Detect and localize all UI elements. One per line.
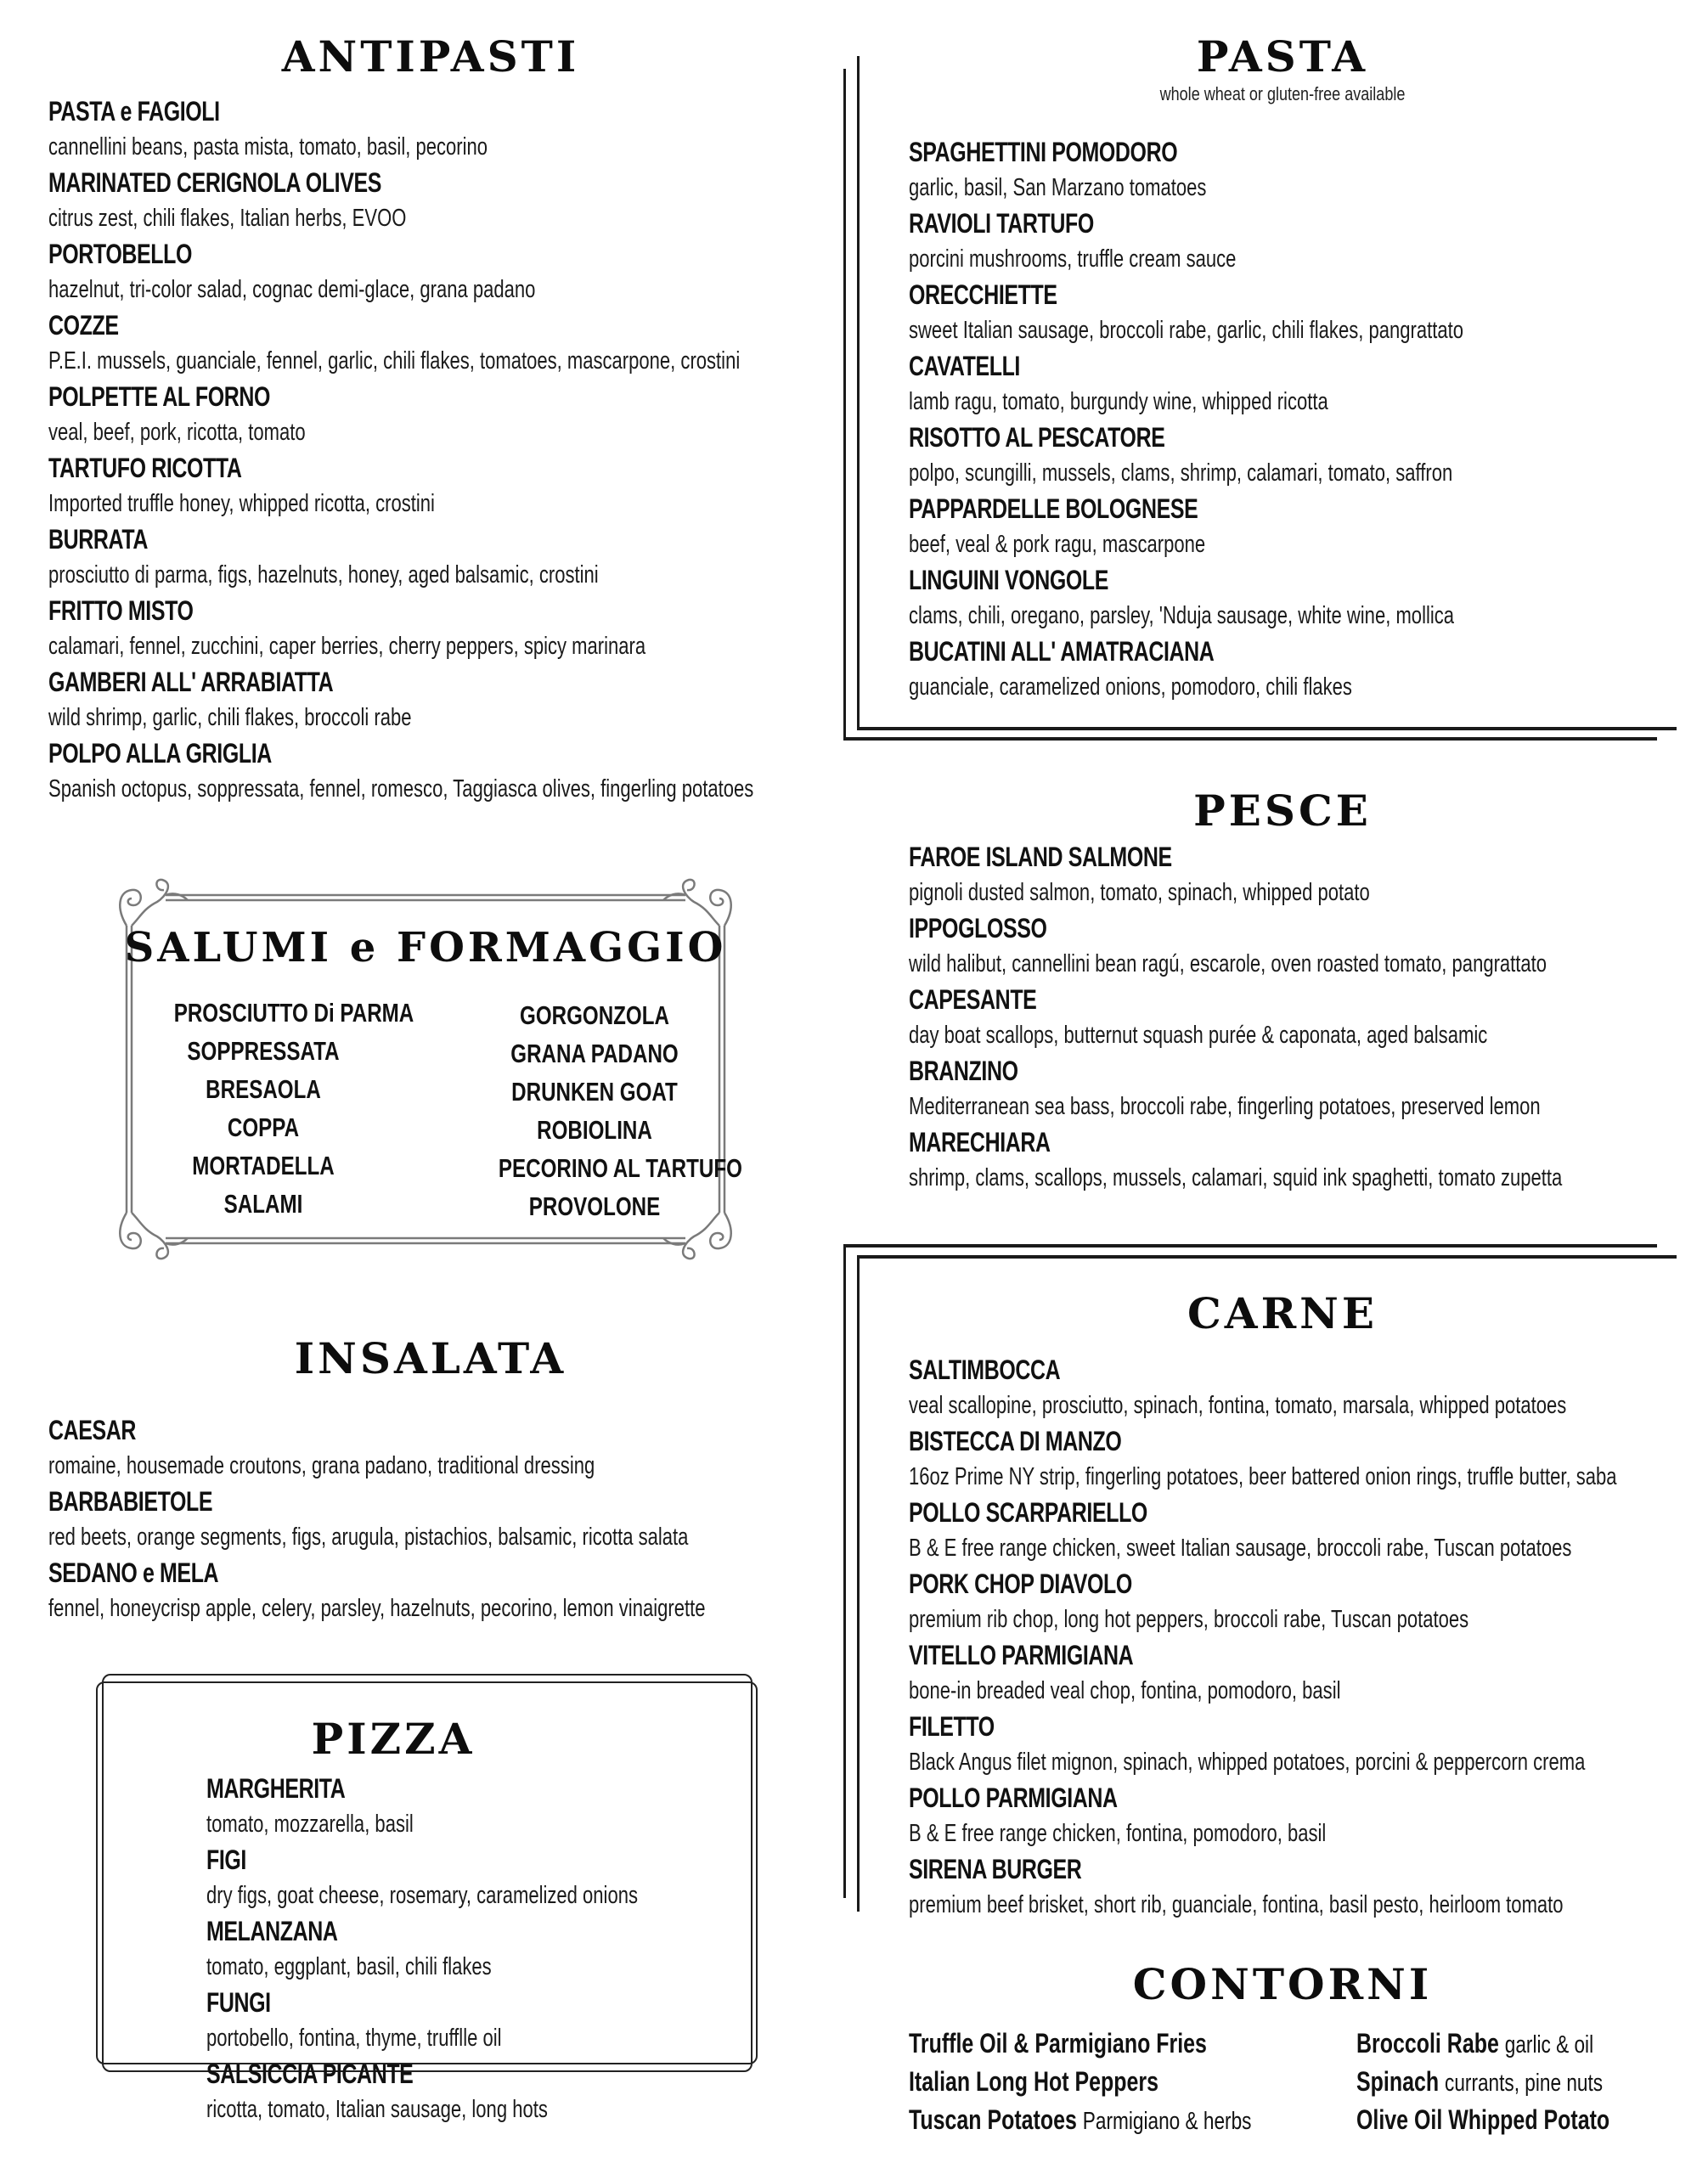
item-name: FIGI: [206, 1845, 246, 1875]
item-desc: P.E.I. mussels, guanciale, fennel, garlic, chili flakes, tomatoes, mascarpone, crostini: [48, 347, 741, 375]
salumi-formaggio-title: SALUMI e FORMAGGIO: [124, 924, 727, 972]
item-desc: premium beef brisket, short rib, guanciale, fontina, basil pesto, heirloom tomato: [909, 1891, 1564, 1918]
insalata-list: [48, 1412, 813, 1626]
item-name: BISTECCA DI MANZO: [909, 1426, 1122, 1456]
menu-item: [909, 348, 1673, 420]
pasta-frame-line: [843, 69, 846, 740]
item-name: FAROE ISLAND SALMONE: [909, 842, 1172, 872]
item-desc: guanciale, caramelized onions, pomodoro, chili flakes: [909, 673, 1352, 701]
item-name: IPPOGLOSSO: [909, 913, 1047, 943]
menu-item: [909, 206, 1673, 277]
formaggio-item: GORGONZOLA: [520, 1000, 669, 1030]
contorni-note: garlic & oil: [1504, 2031, 1594, 2059]
menu-item: [48, 1484, 813, 1555]
formaggio-item: DRUNKEN GOAT: [511, 1077, 678, 1107]
item-name: CAPESANTE: [909, 984, 1037, 1015]
insalata-title: INSALATA: [294, 1333, 567, 1383]
item-desc: portobello, fontina, thyme, trufflle oil: [206, 2025, 502, 2052]
menu-item: [909, 1709, 1673, 1780]
menu-item: [909, 277, 1673, 348]
menu-item: [48, 165, 813, 236]
item-name: FUNGI: [206, 1987, 271, 2018]
menu-item: [48, 593, 813, 664]
contorni-note: currants, pine nuts: [1445, 2070, 1604, 2097]
item-name: GAMBERI ALL' ARRABIATTA: [48, 667, 334, 697]
menu-item: [909, 1053, 1673, 1124]
menu-item: [909, 1495, 1673, 1566]
pasta-title: PASTA: [1196, 31, 1369, 82]
salumi-item: BRESAOLA: [206, 1074, 321, 1104]
contorni-name: Truffle Oil & Parmigiano Fries: [909, 2028, 1207, 2059]
item-desc: ricotta, tomato, Italian sausage, long hots: [206, 2096, 548, 2123]
item-desc: polpo, scungilli, mussels, clams, shrimp, calamari, tomato, saffron: [909, 459, 1453, 487]
item-name: BRANZINO: [909, 1056, 1018, 1086]
item-desc: Imported truffle honey, whipped ricotta, crostini: [48, 490, 435, 517]
item-name: SIRENA BURGER: [909, 1854, 1082, 1884]
salumi-list: [149, 994, 414, 1223]
item-desc: veal, beef, pork, ricotta, tomato: [48, 419, 306, 446]
item-desc: citrus zest, chili flakes, Italian herbs, EVOO: [48, 205, 407, 232]
pizza-list: [206, 1771, 750, 2127]
contorni-name: Tuscan Potatoes: [909, 2104, 1077, 2135]
menu-item: [909, 1124, 1673, 1196]
menu-item: [909, 1352, 1673, 1423]
item-name: BARBABIETOLE: [48, 1486, 213, 1517]
pesce-list: [909, 839, 1673, 1196]
item-name: MARECHIARA: [909, 1127, 1051, 1157]
item-name: SPAGHETTINI POMODORO: [909, 137, 1178, 167]
contorni-name: Broccoli Rabe: [1356, 2028, 1499, 2059]
item-desc: clams, chili, oregano, parsley, 'Nduja sausage, white wine, mollica: [909, 602, 1455, 629]
carne-frame-line: [857, 1255, 860, 1912]
carne-frame-line: [843, 1244, 846, 1898]
formaggio-item: PECORINO AL TARTUFO: [498, 1153, 742, 1183]
contorni-right-column: [1356, 2025, 1696, 2140]
item-desc: veal scallopine, prosciutto, spinach, fontina, tomato, marsala, whipped potatoes: [909, 1392, 1567, 1419]
item-name: CAVATELLI: [909, 351, 1020, 381]
menu-item: [909, 134, 1673, 206]
item-name: SEDANO e MELA: [48, 1557, 219, 1588]
item-desc: red beets, orange segments, figs, arugula, pistachios, balsamic, ricotta salata: [48, 1523, 689, 1551]
menu-item: [206, 1913, 750, 1985]
item-desc: premium rib chop, long hot peppers, broccoli rabe, Tuscan potatoes: [909, 1606, 1469, 1633]
item-desc: garlic, basil, San Marzano tomatoes: [909, 174, 1207, 201]
salumi-item: SALAMI: [223, 1189, 303, 1219]
carne-title: CARNE: [1187, 1288, 1378, 1338]
menu-item: [48, 521, 813, 593]
item-name: COZZE: [48, 310, 119, 341]
item-name: POLLO SCARPARIELLO: [909, 1497, 1147, 1528]
formaggio-list: [471, 996, 742, 1225]
menu-item: [206, 2056, 750, 2127]
item-name: FRITTO MISTO: [48, 595, 194, 626]
item-name: VITELLO PARMIGIANA: [909, 1640, 1134, 1670]
item-desc: dry figs, goat cheese, rosemary, caramelized onions: [206, 1882, 638, 1909]
salumi-item: SOPPRESSATA: [187, 1036, 340, 1066]
item-desc: wild halibut, cannellini bean ragú, escarole, oven roasted tomato, pangrattato: [909, 950, 1547, 977]
menu-item: [909, 634, 1673, 705]
formaggio-item: ROBIOLINA: [537, 1115, 652, 1145]
contorni-title: CONTORNI: [1132, 1959, 1433, 2009]
menu-item: [909, 982, 1673, 1053]
item-name: ORECCHIETTE: [909, 279, 1057, 310]
salumi-formaggio-section: [115, 875, 742, 1264]
item-desc: porcini mushrooms, truffle cream sauce: [909, 245, 1237, 273]
item-name: RISOTTO AL PESCATORE: [909, 422, 1165, 453]
menu-item: [206, 1771, 750, 1842]
pasta-list: [909, 134, 1673, 705]
item-desc: shrimp, clams, scallops, mussels, calamari, squid ink spaghetti, tomato zupetta: [909, 1164, 1563, 1191]
salumi-item: COPPA: [227, 1112, 300, 1142]
item-desc: B & E free range chicken, fontina, pomodoro, basil: [909, 1820, 1327, 1847]
item-name: RAVIOLI TARTUFO: [909, 208, 1094, 239]
item-name: PORK CHOP DIAVOLO: [909, 1569, 1132, 1599]
item-name: BURRATA: [48, 524, 148, 555]
item-name: BUCATINI ALL' AMATRACIANA: [909, 636, 1215, 667]
item-name: SALTIMBOCCA: [909, 1355, 1061, 1385]
item-name: MARGHERITA: [206, 1773, 346, 1804]
menu-item: [48, 379, 813, 450]
menu-item: [206, 1842, 750, 1913]
item-desc: beef, veal & pork ragu, mascarpone: [909, 531, 1206, 558]
formaggio-item: PROVOLONE: [528, 1191, 661, 1221]
contorni-name: Italian Long Hot Peppers: [909, 2066, 1158, 2097]
antipasti-title: ANTIPASTI: [281, 31, 580, 82]
contorni-left-column: [909, 2025, 1333, 2140]
item-desc: bone-in breaded veal chop, fontina, pomodoro, basil: [909, 1677, 1341, 1704]
formaggio-item: GRANA PADANO: [510, 1039, 679, 1068]
pasta-frame-line: [857, 56, 860, 729]
menu-item: [909, 910, 1673, 982]
item-name: SALSICCIA PICANTE: [206, 2059, 414, 2089]
item-name: CAESAR: [48, 1415, 137, 1445]
item-desc: wild shrimp, garlic, chili flakes, broccoli rabe: [48, 704, 412, 731]
menu-item: [48, 307, 813, 379]
item-desc: hazelnut, tri-color salad, cognac demi-glace, grana padano: [48, 276, 536, 303]
item-name: PAPPARDELLE BOLOGNESE: [909, 493, 1198, 524]
salumi-item: MORTADELLA: [192, 1151, 335, 1180]
menu-item: [909, 1851, 1673, 1923]
item-name: PASTA e FAGIOLI: [48, 96, 220, 127]
contorni-name: Olive Oil Whipped Potato: [1356, 2104, 1610, 2135]
menu-item: [909, 839, 1673, 910]
item-desc: lamb ragu, tomato, burgundy wine, whipped ricotta: [909, 388, 1328, 415]
contorni-item: [1356, 2064, 1621, 2102]
contorni-item: [1356, 2025, 1621, 2064]
menu-item: [206, 1985, 750, 2056]
item-name: POLPETTE AL FORNO: [48, 381, 271, 412]
menu-item: [909, 562, 1673, 634]
item-desc: calamari, fennel, zucchini, caper berries, cherry peppers, spicy marinara: [48, 633, 646, 660]
pasta-frame-line: [843, 737, 1657, 741]
item-desc: day boat scallops, butternut squash purée & caponata, aged balsamic: [909, 1022, 1488, 1049]
menu-item: [909, 1566, 1673, 1637]
item-desc: tomato, mozzarella, basil: [206, 1811, 414, 1838]
pesce-title: PESCE: [1193, 786, 1372, 836]
pasta-frame-line: [857, 727, 1677, 730]
pizza-title: PIZZA: [311, 1714, 476, 1764]
item-desc: 16oz Prime NY strip, fingerling potatoes, beer battered onion rings, truffle butter, saba: [909, 1463, 1617, 1490]
contorni-item: [909, 2064, 1240, 2102]
menu-item: [48, 735, 813, 807]
item-desc: fennel, honeycrisp apple, celery, parsley, hazelnuts, pecorino, lemon vinaigrette: [48, 1595, 706, 1622]
item-name: MARINATED CERIGNOLA OLIVES: [48, 167, 381, 198]
menu-item: [48, 1412, 813, 1484]
item-desc: sweet Italian sausage, broccoli rabe, garlic, chili flakes, pangrattato: [909, 317, 1463, 344]
carne-list: [909, 1352, 1673, 1923]
carne-frame-line: [843, 1244, 1657, 1248]
item-desc: B & E free range chicken, sweet Italian sausage, broccoli rabe, Tuscan potatoes: [909, 1535, 1572, 1562]
menu-item: [48, 93, 813, 165]
contorni-item: [909, 2025, 1240, 2064]
menu-item: [909, 1423, 1673, 1495]
item-desc: Mediterranean sea bass, broccoli rabe, fingerling potatoes, preserved lemon: [909, 1093, 1541, 1120]
item-name: MELANZANA: [206, 1916, 338, 1946]
item-desc: romaine, housemade croutons, grana padano, traditional dressing: [48, 1452, 595, 1479]
item-name: POLPO ALLA GRIGLIA: [48, 738, 272, 769]
menu-item: [909, 491, 1673, 562]
antipasti-list: [48, 93, 813, 807]
menu-item: [909, 1637, 1673, 1709]
contorni-item: [1356, 2102, 1621, 2140]
item-name: TARTUFO RICOTTA: [48, 453, 242, 483]
item-name: FILETTO: [909, 1711, 995, 1742]
item-name: PORTOBELLO: [48, 239, 192, 269]
carne-frame-line: [857, 1255, 1677, 1259]
menu-item: [909, 1780, 1673, 1851]
pasta-note: whole wheat or gluten-free available: [1159, 83, 1406, 104]
item-desc: cannellini beans, pasta mista, tomato, basil, pecorino: [48, 133, 488, 161]
item-desc: pignoli dusted salmon, tomato, spinach, whipped potato: [909, 879, 1370, 906]
menu-item: [909, 420, 1673, 491]
item-name: POLLO PARMIGIANA: [909, 1783, 1118, 1813]
menu-item: [48, 1555, 813, 1626]
menu-item: [48, 664, 813, 735]
menu-item: [48, 450, 813, 521]
item-name: LINGUINI VONGOLE: [909, 565, 1109, 595]
contorni-item: [909, 2102, 1252, 2140]
item-desc: tomato, eggplant, basil, chili flakes: [206, 1953, 492, 1980]
item-desc: Spanish octopus, soppressata, fennel, romesco, Taggiasca olives, fingerling potatoes: [48, 775, 754, 803]
contorni-note: Parmigiano & herbs: [1082, 2108, 1252, 2135]
item-desc: Black Angus filet mignon, spinach, whipped potatoes, porcini & peppercorn crema: [909, 1749, 1586, 1776]
contorni-name: Spinach: [1356, 2066, 1440, 2097]
item-desc: prosciutto di parma, figs, hazelnuts, honey, aged balsamic, crostini: [48, 561, 599, 589]
menu-item: [48, 236, 813, 307]
salumi-item: PROSCIUTTO Di PARMA: [173, 998, 414, 1028]
